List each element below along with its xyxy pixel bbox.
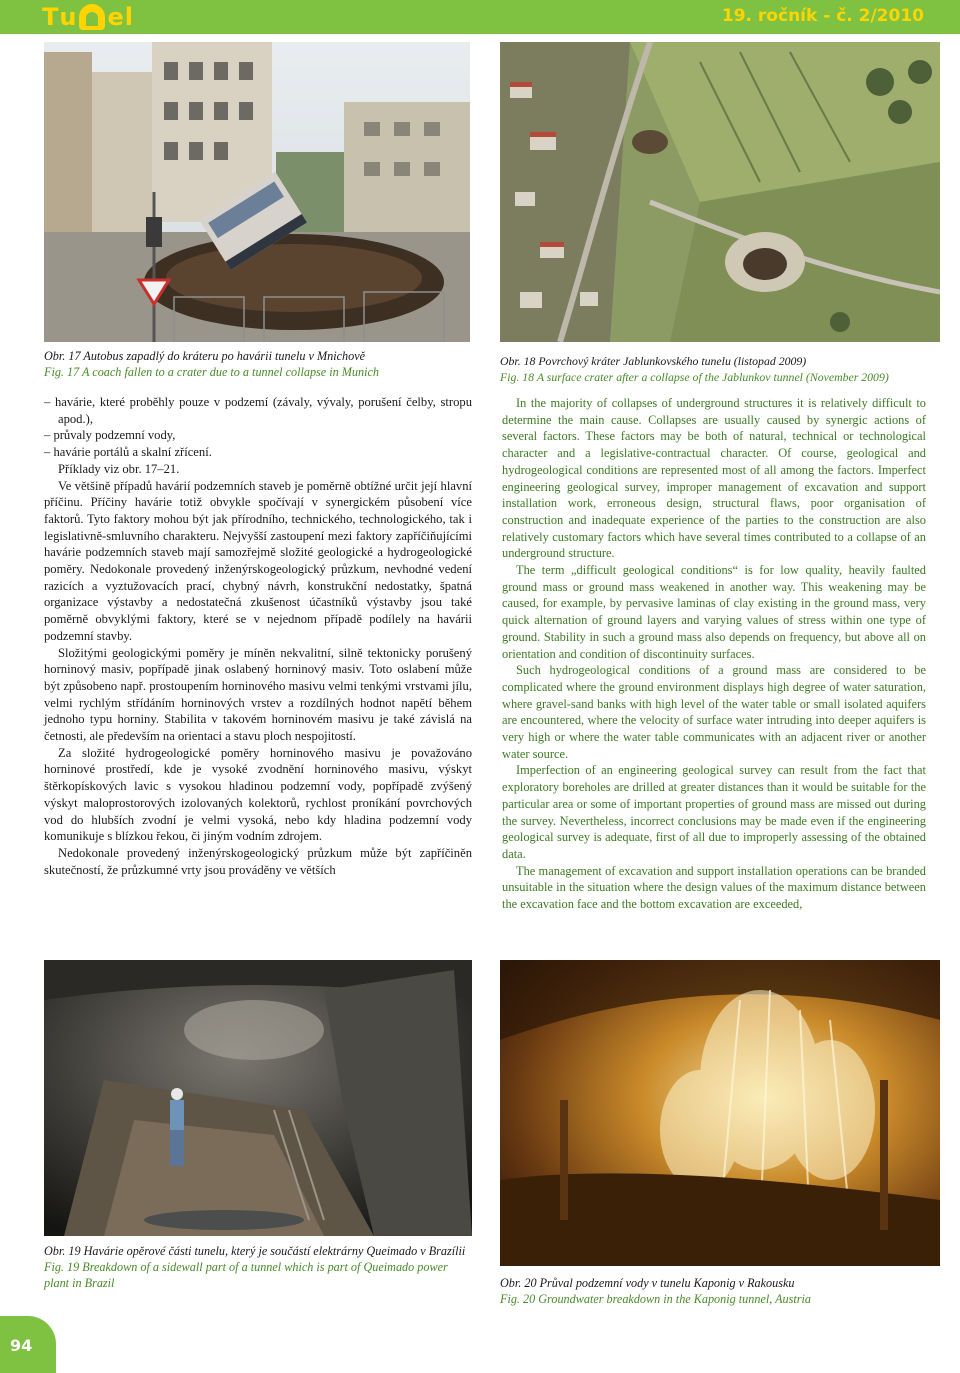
tunnel-sidewall-image	[44, 960, 472, 1236]
fig18-caption: Obr. 18 Povrchový kráter Jablunkovského tunelu (listopad 2009) Fig. 18 A surface crater after a collapse of the Jablunkov tunnel (November 2009)	[500, 354, 889, 384]
fig20-caption: Obr. 20 Průval podzemní vody v tunelu Kaponig v Rakousku Fig. 20 Groundwater breakdown in the Kaponig tunnel, Austria	[500, 1276, 812, 1306]
coach-crater-image	[44, 42, 470, 342]
czech-text-column: – havárie, které proběhly pouze v podzemí (závaly, vývaly, porušení čelby, stropu apod.), – průvaly podzemní vody, – havárie portálů a skalní zřícení. Příklady viz obr. 17–21. Ve většině případů havárií podzemních staveb je poměrně obtížné určit její hlavní příčinu. Příčiny havárie totiž obvykle spočívají v synergickém působení více faktorů. Tyto faktory mohou být jak přírodního, technického, technologického, tak i legislativně-smluvního charakteru. Nejvyšší zastoupení mezi faktory zapříčiňujícími havárie podzemních staveb mají samozřejmě složité geologické a hydrogeologické poměry. Nedokonale provedený inženýrskogeologický průzkum, nevhodné vedení razicích a vyztužovacích prací, chybný návrh, konstrukční nedostatky, špatná organizace výstavby a nedostatečná zkušenost účastníků výstavby jsou také poměrně obvyklými faktory, které se v nejednom případě podílely na havárii podzemní stavby. Složitými geologickými poměry je míněn nekvalitní, silně tektonicky porušený horninový masiv, popřípadě jinak oslabený horninový masiv. Toto oslabení může být způsobeno např. prostoupením horninového masivu velmi tenkými vrstvami jílu, velmi rychlým střídáním horninových vrstev a rozdílných hodnot napětí během jednoho typu horniny. Stabilita v takovém horninovém masivu je také závislá na četnosti, ale především na orientaci a stavu ploch nespojitostí. Za složité hydrogeologické poměry horninového masivu je považováno horninové prostředí, kde je vysoké zvodnění horninového masivu, výskyt štěrkopískových lavic s vysokou hladinou podzemní vody, popřípadě zvýšený výskyt maloprostorových izolovaných kolektorů, rychlost proníkání povrchových vod do hlubších zvodní je velmi vysoká, nebo kdy hladina podzemní vody komunikuje s blízkou řekou, či jiným vodním zdrojem. Nedokonale provedený inženýrskogeologický průzkum může být zapříčiněn skutečností, že průzkumné vrty jsou prováděny ve větších	[44, 395, 472, 877]
english-text-column: In the majority of collapses of underground structures it is relatively difficult to determine the main cause. Collapses are usually caused by synergic actions of several factors. These factors may be both of natural, technical or technological character and a legislative-contractual character. Of course, geological and hydrogeological conditions are represented most of all among the factors. Imperfect engineering geological survey, improper management of excavation and support installation work, erroneous design, structural flaws, poor organisation of construction and inadequate experience of the parties to the construction are also relatively customary factors which have several times contributed to a collapse of an underground structure. The term „difficult geological conditions“ is for low quality, heavily faulted ground mass or ground mass weakened in another way. This weakening may be caused, for example, by pervasive laminas of clay existing in the ground mass, very quick alternation of ground layers and varying values of stress within one type of ground. Stability in such a ground mass also depends on frequency, but above all on orientation and condition of discontinuity surfaces. Such hydrogeological conditions of a ground mass are considered to be complicated where the ground environment displays high degree of water saturation, where gravel-sand banks with high level of the water table or small isolated aquifers are encountered, where the velocity of surface water intruding into deeper aquifers is very high or where the water table communicates with an adjacent river or another water source. Imperfection of an engineering geological survey can result from the fact that exploratory boreholes are drilled at greater distances than it would be suitable for the particular area or some of important properties of ground mass are missed out during the survey. Nevertheless, incorrect conclusions may be made even if the engineering geological survey is adequate, first of all due to improperly assessing of the obtained data. The management of excavation and support installation operations can be branded unsuitable in the situation where the design values of the maximum distance between the excavation face and the bottom excavation are exceeded,	[502, 396, 926, 912]
fig18-photo	[500, 42, 940, 342]
page-header	[0, 0, 960, 36]
fig20-photo	[500, 960, 940, 1266]
tunnel-arch-icon	[79, 4, 105, 30]
groundwater-inrush-image	[500, 960, 940, 1266]
fig17-caption: Obr. 17 Autobus zapadlý do kráteru po havárii tunelu v Mnichově Fig. 17 A coach fallen to a crater due to a tunnel collapse in Munich	[44, 349, 379, 379]
aerial-crater-image	[500, 42, 940, 342]
fig19-caption: Obr. 19 Havárie opěrové části tunelu, který je součástí elektrárny Queimado v Brazílii Fig. 19 Breakdown of a sidewall part of a tunnel which is part of Queimado power plant in Brazil	[44, 1244, 466, 1290]
issue-label: 19. ročník - č. 2/2010	[721, 6, 924, 26]
page-number: 94	[10, 1336, 33, 1355]
fig17-photo	[44, 42, 470, 342]
tunel-logo: T u e l	[42, 3, 134, 31]
fig19-photo	[44, 960, 472, 1236]
page-number-badge	[0, 1316, 56, 1373]
